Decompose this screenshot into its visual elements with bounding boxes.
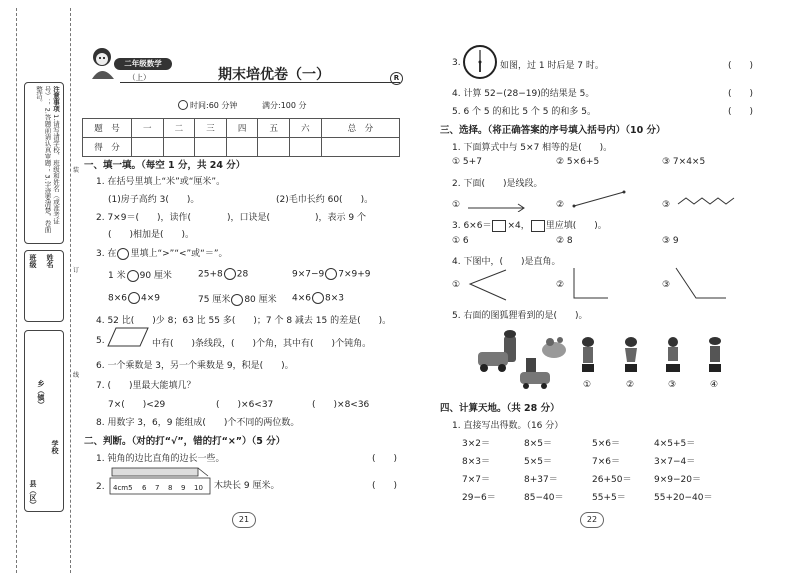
choice-4-opt-1[interactable]: ①	[452, 280, 461, 290]
calc-item[interactable]: 3×7−4＝	[654, 457, 696, 467]
ruler-label: 10	[194, 484, 203, 492]
question-8: 8. 用数字 3，6，9 能组成( )个不同的两位数。	[96, 418, 300, 428]
section-1-title: 一、填一填。（每空 1 分，共 24 分）	[84, 160, 246, 171]
ruler-label: 9	[181, 484, 186, 492]
judge-3-answer[interactable]: ( )	[728, 61, 754, 71]
score-cell[interactable]	[258, 138, 290, 157]
calc-item[interactable]: 8+37＝	[524, 475, 558, 485]
calc-row	[462, 490, 742, 508]
choice-3-opt-3[interactable]: ③ 9	[662, 236, 679, 246]
question-1a: (1)房子高约 3( )。	[108, 195, 200, 205]
seal-char-xian: 线	[73, 372, 80, 379]
calc-item[interactable]: 8×3＝	[462, 457, 490, 467]
calc-item[interactable]: 85−40＝	[524, 493, 564, 503]
view-label-3[interactable]: ③	[668, 380, 677, 390]
judge-5: 5. 6 个 5 的和比 5 个 5 的和多 5。	[452, 107, 596, 117]
choice-1-opt-2[interactable]: ② 5×6+5	[556, 157, 600, 167]
score-cell[interactable]	[226, 138, 258, 157]
score-header: 题 号	[83, 119, 132, 138]
question-3: 3. 在 里填上“>”“<”或“＝”。	[96, 249, 228, 259]
score-cell[interactable]	[321, 138, 399, 157]
question-7c: ( )×8<36	[312, 400, 370, 410]
choice-2: 2. 下面( )是线段。	[452, 179, 543, 189]
question-2b: ( )相加是( )。	[108, 230, 195, 240]
clock-figure	[462, 44, 498, 83]
question-5-num: 5.	[96, 336, 105, 346]
calc-item[interactable]: 29−6＝	[462, 493, 496, 503]
score-cell[interactable]	[195, 138, 227, 157]
calc-1: 1. 直接写出得数。（16 分）	[452, 421, 564, 431]
score-row-label: 得 分	[83, 138, 132, 157]
calc-item[interactable]: 9×9−20＝	[654, 475, 701, 485]
view-label-2[interactable]: ②	[626, 380, 635, 390]
district-field[interactable]: 县（区）	[29, 480, 37, 508]
score-cell[interactable]	[163, 138, 195, 157]
view-option-1	[580, 336, 596, 379]
question-2a: 2. 7×9＝( )，读作( )，口诀是( )，表示 9 个	[96, 213, 366, 223]
section-2-title: 二、判断。（对的打“√”，错的打“×”）（5 分）	[84, 436, 286, 447]
judge-5-answer[interactable]: ( )	[728, 107, 754, 117]
calc-row	[462, 472, 742, 490]
ruler-label: 6	[142, 484, 147, 492]
section-3-title: 三、选择。（将正确答案的序号填入括号内）（10 分）	[440, 125, 666, 136]
town-field[interactable]: 乡（镇）	[37, 380, 45, 408]
judge-2-num: 2.	[96, 482, 105, 492]
choice-4: 4. 下图中，( )是直角。	[452, 257, 561, 267]
compare-3: 9×7−9 7×9+9	[292, 269, 371, 280]
score-col-total: 总 分	[321, 119, 399, 138]
calc-item[interactable]: 55+20−40＝	[654, 493, 713, 503]
score-col-3: 三	[195, 119, 227, 138]
score-col-6: 六	[290, 119, 322, 138]
judge-4: 4. 计算 52−(28−19)的结果是 5。	[452, 89, 595, 99]
page-title: 期末培优卷（一）	[218, 67, 330, 83]
question-7b: ( )×6<37	[216, 400, 274, 410]
grade-badge-sub: （上）	[128, 73, 151, 82]
question-7: 7. ( )里最大能填几？	[96, 381, 196, 391]
judge-2-answer[interactable]: ( )	[372, 481, 398, 491]
school-field[interactable]: 学校	[51, 440, 59, 454]
compare-2: 25+8 28	[198, 269, 249, 280]
choice-3-opt-2[interactable]: ② 8	[556, 236, 573, 246]
class-field[interactable]: 班级	[29, 254, 37, 268]
fox-scene-figure	[470, 328, 580, 393]
view-option-3	[664, 336, 682, 379]
calc-row	[462, 436, 742, 454]
judge-2: 木块长 9 厘米。	[214, 481, 280, 491]
calc-grid	[462, 436, 742, 508]
blank-square-icon	[492, 220, 506, 232]
score-col-1: 一	[132, 119, 164, 138]
score-col-4: 四	[226, 119, 258, 138]
compare-blank[interactable]	[231, 294, 243, 306]
score-cell[interactable]	[132, 138, 164, 157]
registered-mark: R	[390, 72, 403, 85]
calc-item[interactable]: 5×5＝	[524, 457, 552, 467]
calc-item[interactable]: 55+5＝	[592, 493, 626, 503]
clock-icon	[178, 100, 188, 110]
ruler-figure	[108, 466, 212, 496]
ruler-label: 4cm5	[113, 484, 133, 492]
calc-item[interactable]: 4×5+5＝	[654, 439, 696, 449]
judge-3-num: 3.	[452, 58, 461, 68]
notice-text: 注意事项 1.请写清学校、班级和姓名（或准考证号）； 2.答题前请认真审题； 3.字迹要清楚，卷面整洁。	[35, 86, 60, 233]
choice-2-opt-2[interactable]: ②	[556, 200, 565, 210]
calc-item[interactable]: 7×6＝	[592, 457, 620, 467]
seal-char-zhuang: 装	[73, 167, 80, 174]
question-6: 6. 一个乘数是 3，另一个乘数是 9，积是( )。	[96, 361, 294, 371]
line-figure-1	[466, 196, 526, 215]
obtuse-angle-figure	[672, 266, 728, 305]
time-info: 时间:60 分钟	[190, 101, 238, 110]
section-4-title: 四、计算天地。（共 28 分）	[440, 403, 560, 414]
choice-1-opt-1[interactable]: ① 5+7	[452, 157, 482, 167]
acute-angle-figure	[466, 268, 510, 305]
compare-blank[interactable]	[127, 270, 139, 282]
ruler-label: 8	[168, 484, 173, 492]
calc-item[interactable]: 3×2＝	[462, 439, 490, 449]
judge-4-answer[interactable]: ( )	[728, 89, 754, 99]
zigzag-figure-3	[676, 192, 736, 213]
question-1b: (2)毛巾长约 60( )。	[276, 195, 374, 205]
choice-5: 5. 右面的图狐狸看到的是( )。	[452, 311, 588, 321]
question-7a: 7×( )<29	[108, 400, 166, 410]
page-number-left: 21	[232, 512, 256, 528]
score-cell[interactable]	[290, 138, 322, 157]
name-field[interactable]: 姓名	[46, 254, 54, 268]
choice-2-opt-3[interactable]: ③	[662, 200, 671, 210]
parallelogram-figure	[106, 326, 150, 351]
right-angle-figure	[570, 266, 610, 305]
calc-item[interactable]: 8×5＝	[524, 439, 552, 449]
page-number-right: 22	[580, 512, 604, 528]
choice-1-opt-3[interactable]: ③ 7×4×5	[662, 157, 706, 167]
calc-item[interactable]: 26+50＝	[592, 475, 632, 485]
question-1: 1. 在括号里填上“米”或“厘米”。	[96, 177, 226, 187]
question-4: 4. 52 比( )少 8；63 比 55 多( )；7 个 8 减去 15 的差是( )。	[96, 316, 392, 326]
calc-row	[462, 454, 742, 472]
segment-figure-2	[570, 188, 630, 213]
choice-3: 3. 6×6＝ ×4， 里应填( )。	[452, 221, 607, 231]
view-option-4	[706, 336, 724, 379]
question-5: 中有( )条线段，( )个角，其中有( )个钝角。	[152, 339, 372, 349]
score-col-2: 二	[163, 119, 195, 138]
score-col-5: 五	[258, 119, 290, 138]
compare-blank[interactable]	[312, 292, 324, 304]
choice-2-opt-1[interactable]: ①	[452, 200, 461, 210]
view-label-4[interactable]: ④	[710, 380, 719, 390]
binding-strip	[0, 0, 78, 580]
compare-blank[interactable]	[325, 268, 337, 280]
score-table	[82, 118, 400, 157]
blank-square-icon	[531, 220, 545, 232]
judge-1-answer[interactable]: ( )	[372, 454, 398, 464]
calc-item[interactable]: 5×6＝	[592, 439, 620, 449]
compare-blank[interactable]	[128, 292, 140, 304]
view-label-1[interactable]: ①	[583, 380, 592, 390]
choice-4-opt-3[interactable]: ③	[662, 280, 671, 290]
choice-4-opt-2[interactable]: ②	[556, 280, 565, 290]
compare-5: 75 厘米 80 厘米	[198, 295, 277, 305]
compare-4: 8×6 4×9	[108, 293, 160, 304]
view-option-2	[622, 336, 640, 379]
compare-6: 4×6 8×3	[292, 293, 344, 304]
circle-placeholder-icon	[117, 248, 129, 260]
score-info: 满分:100 分	[262, 101, 307, 110]
ruler-label: 7	[155, 484, 160, 492]
calc-item[interactable]: 7×7＝	[462, 475, 490, 485]
judge-1: 1. 钝角的边比直角的边长一些。	[96, 454, 225, 464]
choice-3-opt-1[interactable]: ① 6	[452, 236, 469, 246]
judge-3: 如图，过 1 时后是 7 时。	[500, 61, 604, 71]
seal-char-ding: 订	[73, 267, 80, 274]
compare-1: 1 米 90 厘米	[108, 271, 172, 281]
compare-blank[interactable]	[224, 268, 236, 280]
grade-badge: 二年级数学	[114, 58, 172, 70]
choice-1: 1. 下面算式中与 5×7 相等的是( )。	[452, 143, 613, 153]
